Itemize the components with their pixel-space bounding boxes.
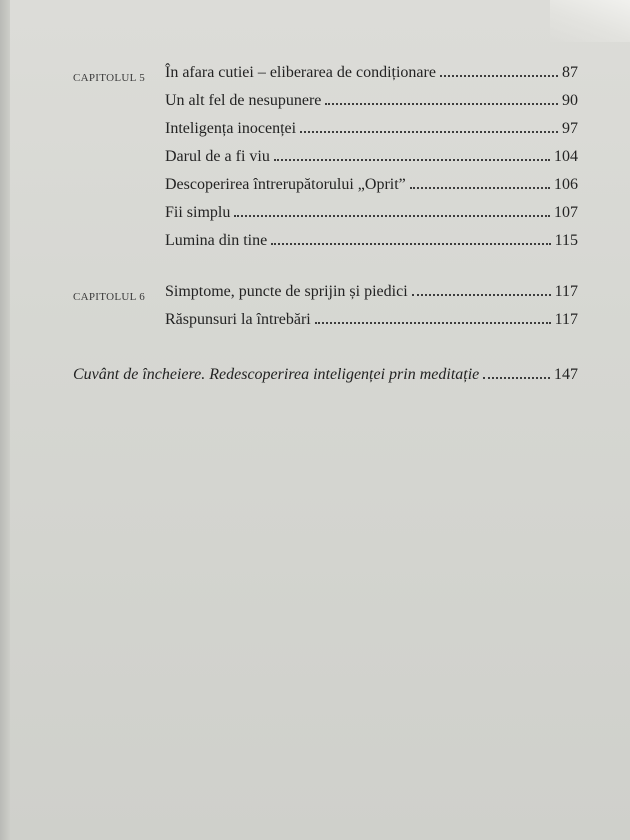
toc-entry-page: 107 (554, 204, 578, 221)
toc-entry (165, 92, 578, 110)
toc-leader-dots (410, 187, 550, 189)
toc-entry-page: 115 (554, 232, 578, 249)
toc-entry (165, 283, 578, 301)
toc-leader-dots (271, 243, 550, 245)
toc-leader-dots (325, 103, 558, 105)
page-edge-shadow (0, 0, 10, 840)
toc-entry (165, 311, 578, 329)
page-corner-fold (550, 0, 630, 42)
toc-entry-page: 117 (554, 311, 578, 328)
toc-entry-page: 106 (554, 176, 578, 193)
toc-closing-entry (73, 366, 578, 384)
toc-leader-dots (300, 131, 558, 133)
toc-entry-title: Simptome, puncte de sprijin și piedici (165, 283, 408, 300)
toc-entry (165, 120, 578, 138)
toc-entry-page: 90 (562, 92, 578, 109)
toc-leader-dots (440, 75, 558, 77)
toc-entry-title: Lumina din tine (165, 232, 268, 249)
toc-entry (165, 204, 578, 222)
toc-entry-title: Fii simplu (165, 204, 231, 221)
toc-leader-dots (483, 377, 550, 379)
toc-leader-dots (412, 294, 551, 296)
toc-entry-title: În afara cutiei – eliberarea de condiționare (165, 64, 436, 81)
chapter-6-label: CAPITOLUL 6 (73, 291, 146, 303)
toc-leader-dots (234, 215, 550, 217)
toc-leader-dots (274, 159, 550, 161)
toc-entry-title: Un alt fel de nesupunere (165, 92, 322, 109)
toc-entry (165, 176, 578, 194)
toc-entry-title: Descoperirea întrerupătorului „Oprit” (165, 176, 406, 193)
toc-entry-page: 87 (562, 64, 578, 81)
toc-entry (165, 232, 578, 250)
closing-title: Cuvânt de încheiere. Redescoperirea inteligenței prin meditație (73, 366, 480, 383)
toc-entry-title: Inteligența inocenței (165, 120, 297, 137)
closing-page: 147 (554, 366, 578, 383)
toc-entry-page: 117 (554, 283, 578, 300)
chapter-5-label: CAPITOLUL 5 (73, 72, 146, 84)
toc-entry (165, 148, 578, 166)
toc-entry-title: Darul de a fi viu (165, 148, 270, 165)
toc-entry-page: 104 (554, 148, 578, 165)
toc-entry-page: 97 (562, 120, 578, 137)
toc-leader-dots (315, 322, 551, 324)
toc-entry-title: Răspunsuri la întrebări (165, 311, 311, 328)
toc-entry (165, 64, 578, 82)
